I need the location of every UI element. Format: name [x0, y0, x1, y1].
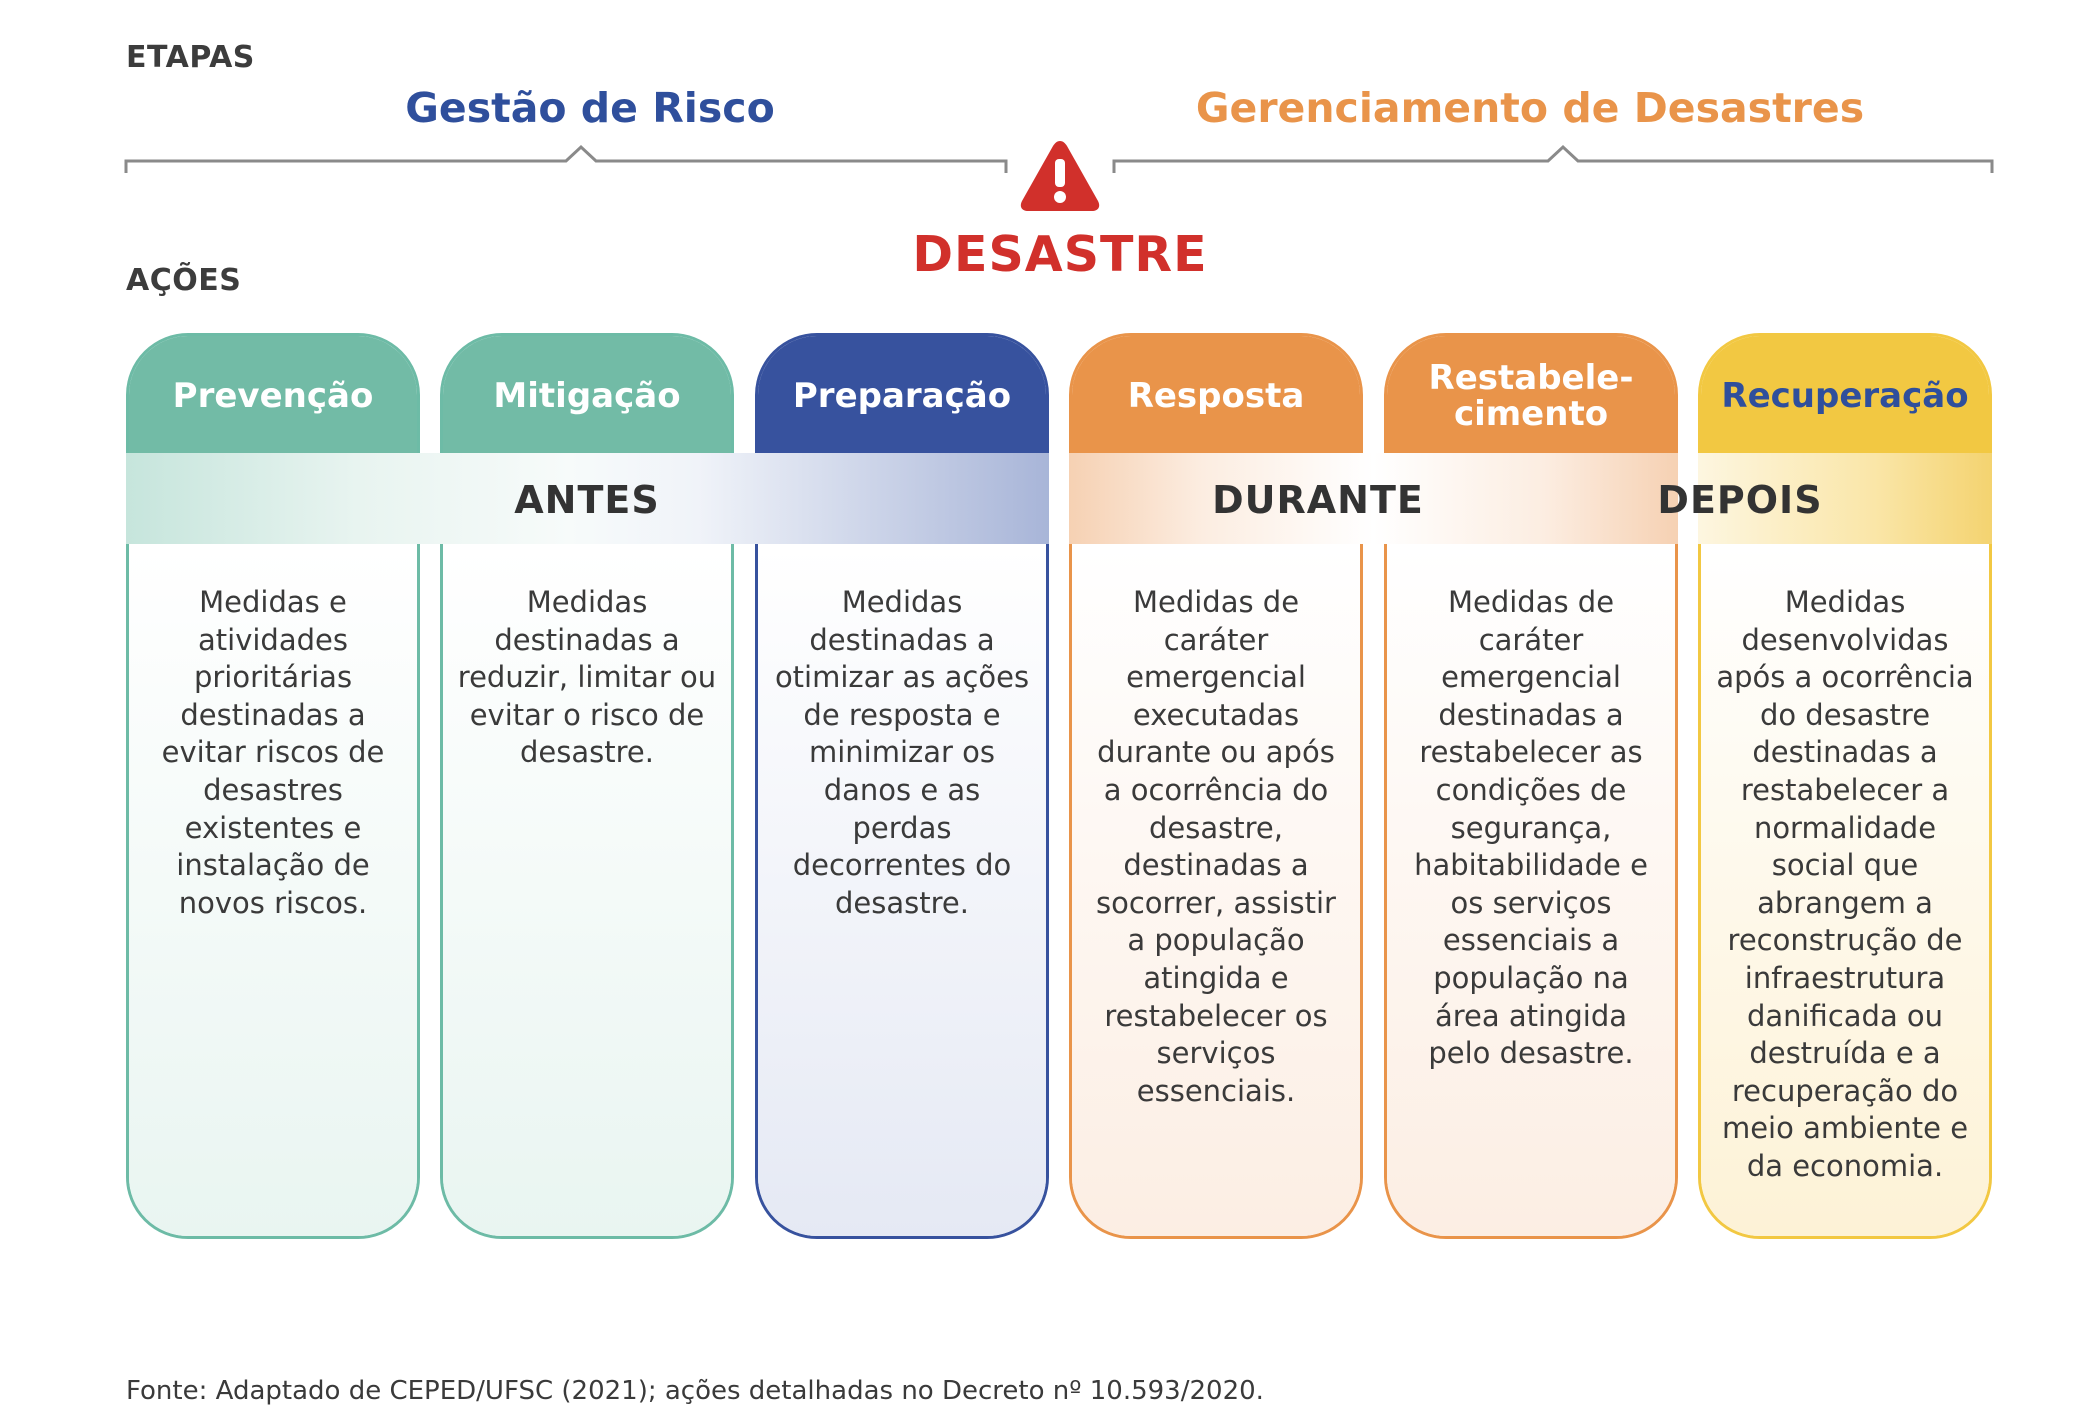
phase-label-before: ANTES	[514, 478, 660, 522]
action-description: Medidas destinadas a otimizar as ações de resposta e minimizar os danos e as perdas decorrentes do desastre.	[774, 585, 1030, 920]
action-description: Medidas destinadas a reduzir, limitar ou evitar o risco de desastre.	[457, 585, 717, 770]
etapas-label: ETAPAS	[126, 40, 255, 75]
action-description: Medidas desenvolvidas após a ocorrência do desastre destinadas a restabelecer a normalidade social que abrangem a reconstrução de infraestrutura danificada ou destruída e a recuperação do meio ambiente e da economia.	[1716, 585, 1974, 1183]
acoes-label: AÇÕES	[126, 263, 242, 298]
action-title: Prevenção	[129, 336, 417, 457]
disaster-label: DESASTRE	[912, 226, 1208, 283]
action-description: Medidas de caráter emergencial destinadas a restabelecer as condições de segurança, habitabilidade e os serviços essenciais a população na área atingida pelo desastre.	[1414, 585, 1648, 1071]
stage-title-disaster: Gerenciamento de Desastres	[1195, 84, 1865, 132]
action-title: Mitigação	[443, 336, 731, 457]
stage-title-risk: Gestão de Risco	[405, 84, 775, 132]
phase-label-during: DURANTE	[1212, 478, 1424, 522]
action-title: Resposta	[1072, 336, 1360, 457]
bracket-disaster	[1114, 147, 1992, 173]
source-note: Fonte: Adaptado de CEPED/UFSC (2021); ações detalhadas no Decreto nº 10.593/2020.	[126, 1376, 1264, 1406]
action-title: Recuperação	[1701, 336, 1989, 457]
action-title: Preparação	[758, 336, 1046, 457]
action-description: Medidas e atividades prioritárias destinadas a evitar riscos de desastres existentes e instalação de novos riscos.	[161, 585, 385, 920]
warning-triangle-icon	[1018, 137, 1102, 214]
bracket-risk	[126, 147, 1006, 173]
phase-label-after: DEPOIS	[1657, 478, 1823, 522]
action-description: Medidas de caráter emergencial executadas durante ou após a ocorrência do desastre, destinadas a socorrer, assistir a população atingida e restabelecer os serviços essenciais.	[1096, 585, 1336, 1108]
action-title: Restabele-cimento	[1387, 336, 1675, 457]
